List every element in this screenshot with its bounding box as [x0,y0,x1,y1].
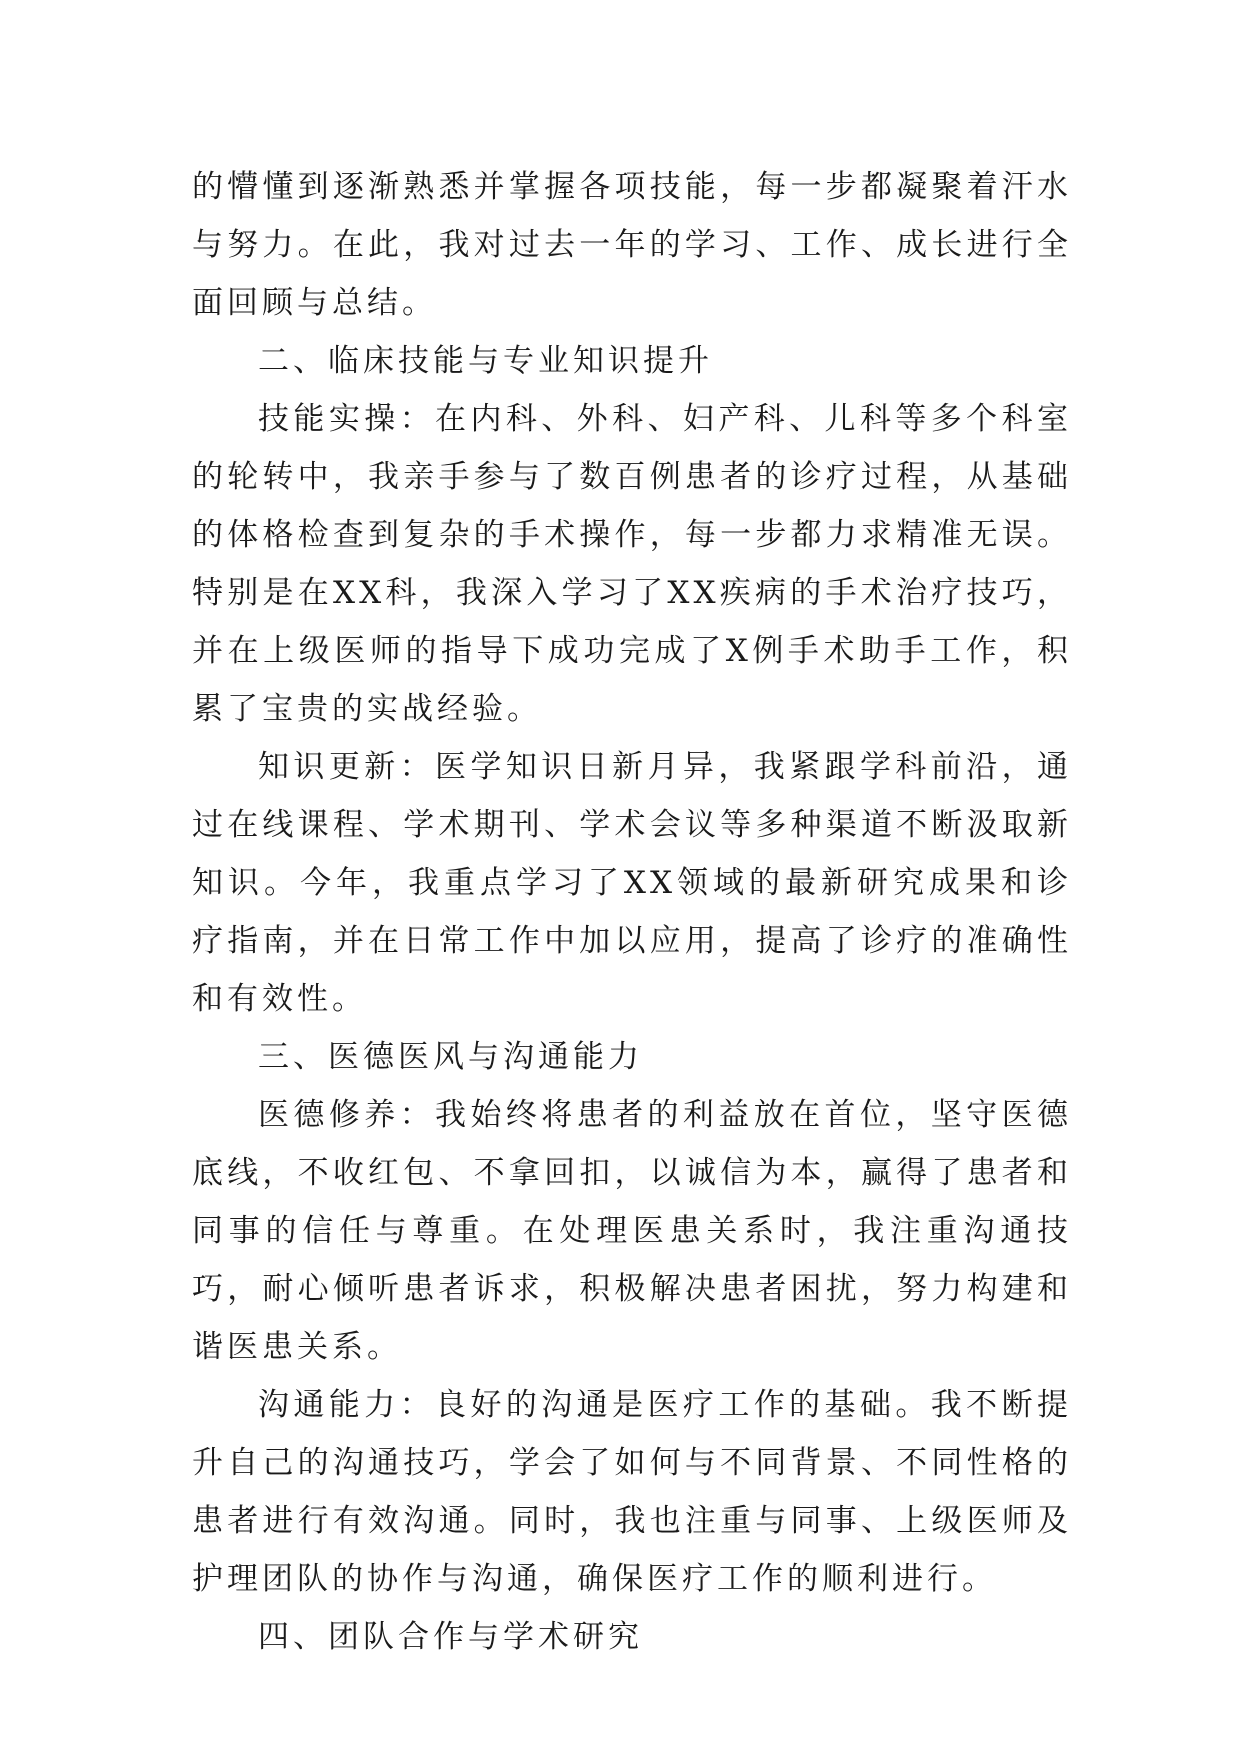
paragraph-intro-continuation: 的懵懂到逐渐熟悉并掌握各项技能，每一步都凝聚着汗水与努力。在此，我对过去一年的学习、工作、成长进行全面回顾与总结。 [192,169,1072,321]
section-heading-clinical-skills: 二、临床技能与专业知识提升 [258,343,713,379]
paragraph-medical-ethics: 医德修养：我始终将患者的利益放在首位，坚守医德底线，不收红包、不拿回扣，以诚信为本，赢得了患者和同事的信任与尊重。在处理医患关系时，我注重沟通技巧，耐心倾听患者诉求，积极解决患者困扰，努力构建和谐医患关系。 [192,1097,1072,1365]
paragraph-knowledge-update: 知识更新：医学知识日新月异，我紧跟学科前沿，通过在线课程、学术期刊、学术会议等多种渠道不断汲取新知识。今年，我重点学习了XX领域的最新研究成果和诊疗指南，并在日常工作中加以应用，提高了诊疗的准确性和有效性。 [192,749,1072,1017]
section-heading-ethics-communication: 三、医德医风与沟通能力 [258,1039,643,1075]
document-body [192,158,1072,1666]
section-heading-teamwork-research: 四、团队合作与学术研究 [258,1619,643,1655]
paragraph-skill-practice: 技能实操：在内科、外科、妇产科、儿科等多个科室的轮转中，我亲手参与了数百例患者的诊疗过程，从基础的体格检查到复杂的手术操作，每一步都力求精准无误。特别是在XX科，我深入学习了XX疾病的手术治疗技巧，并在上级医师的指导下成功完成了X例手术助手工作，积累了宝贵的实战经验。 [192,401,1072,727]
paragraph-communication: 沟通能力：良好的沟通是医疗工作的基础。我不断提升自己的沟通技巧，学会了如何与不同背景、不同性格的患者进行有效沟通。同时，我也注重与同事、上级医师及护理团队的协作与沟通，确保医疗工作的顺利进行。 [192,1387,1072,1597]
